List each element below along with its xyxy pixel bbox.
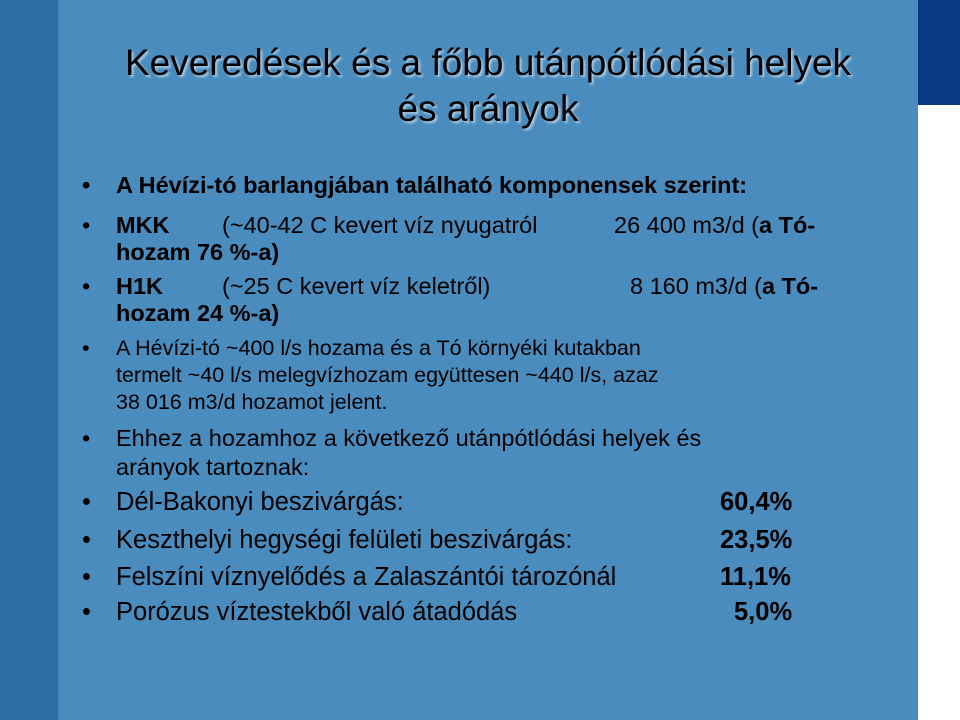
title-line-2: és arányok: [397, 88, 579, 129]
bullet-icon: •: [82, 563, 91, 591]
item-line-2: hozam 24 %-a): [116, 300, 280, 326]
item-value: 26 400 m3/d (a Tó-: [614, 212, 816, 238]
bullet-icon: •: [82, 425, 91, 451]
item-code: MKK: [116, 212, 170, 238]
item-line-1: A Hévízi-tó ~400 l/s hozama és a Tó környéki kutakban: [116, 336, 641, 360]
item-value: 8 160 m3/d (a Tó-: [630, 273, 819, 299]
slide-title: [58, 40, 918, 132]
right-margin-accent: [918, 0, 960, 105]
right-margin-strip: [918, 0, 960, 720]
title-line-1: Keveredések és a főbb utánpótlódási helyek: [124, 42, 852, 83]
item-line-1: Ehhez a hozamhoz a következő utánpótlódási helyek és: [116, 425, 702, 451]
item-desc: (~40-42 C kevert víz nyugatról: [222, 212, 538, 238]
bullet-icon: •: [82, 598, 91, 626]
item-line-2: arányok tartoznak:: [116, 454, 310, 480]
item-line-2: termelt ~40 l/s melegvízhozam együttesen ~440 l/s, azaz: [116, 363, 659, 387]
bullet-icon: •: [82, 172, 91, 198]
bullet-icon: •: [82, 273, 91, 299]
item-label: Porózus víztestekből való átadódás: [116, 598, 518, 626]
item-tail: a Tó-: [759, 212, 816, 238]
bullet-icon: •: [82, 336, 90, 360]
item-value: 11,1%: [720, 563, 791, 591]
item-label: Keszthelyi hegységi felületi beszivárgás:: [116, 526, 573, 554]
item-value: 5,0%: [734, 598, 793, 626]
item-label: Felszíni víznyelődés a Zalaszántói tározónál: [116, 563, 617, 591]
item-tail: a Tó-: [761, 273, 819, 299]
item-value: 60,4%: [720, 488, 793, 516]
item-label: Dél-Bakonyi beszivárgás:: [116, 488, 404, 516]
bullet-icon: •: [82, 526, 91, 554]
item-line-2: hozam 76 %-a): [116, 239, 280, 265]
item-text: A Hévízi-tó barlangjában található komponensek szerint:: [116, 172, 748, 198]
item-value: 23,5%: [720, 526, 793, 554]
item-desc: (~25 C kevert víz keletről): [222, 273, 491, 299]
bullet-icon: •: [82, 488, 91, 516]
item-line-3: 38 016 m3/d hozamot jelent.: [116, 390, 388, 414]
bullet-icon: •: [82, 212, 91, 238]
item-code: H1K: [116, 273, 164, 299]
